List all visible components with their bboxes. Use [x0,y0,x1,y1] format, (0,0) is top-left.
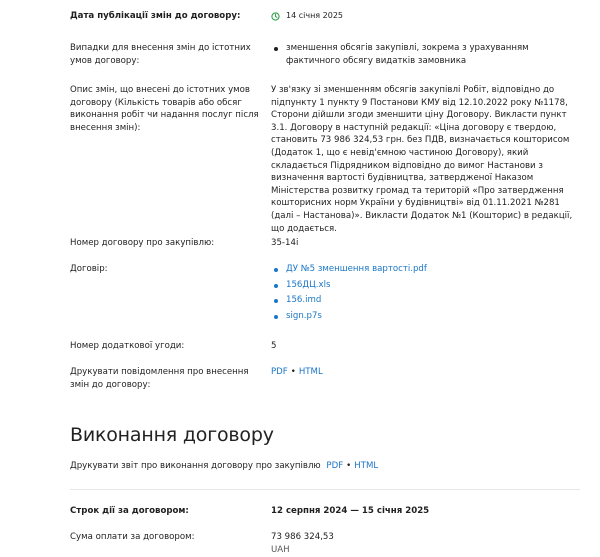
clock-icon [271,12,280,21]
contract-number-value: 35-14і [271,238,299,248]
file-item [271,294,576,310]
list-item: зменшення обсягів закупівлі, зокрема з урахуванням фактичного обсягу видатків замовника [271,42,576,67]
execution-section-title: Виконання договору [70,424,274,446]
print-report-label: Друкувати звіт про виконання договору про закупівлю [70,461,321,471]
file-link-pdf[interactable]: ДУ №5 зменшення вартості.pdf [286,264,427,274]
print-notice-pdf-link[interactable]: PDF [271,367,288,377]
divider [70,489,580,490]
file-item [271,310,576,326]
contract-files-list [271,263,576,325]
contract-term-value: 12 серпня 2024 — 15 січня 2025 [271,506,430,516]
amendment-number-label: Номер додаткової угоди: [70,341,185,351]
contract-term-label: Строк дії за договором: [70,506,189,516]
file-link-xls[interactable]: 156ДЦ.xls [286,279,331,290]
print-report-row [70,460,580,473]
contract-files-label: Договір: [70,264,108,274]
publication-date-label: Дата публікації змін до договору: [70,11,241,21]
contract-sum-value: 73 986 324,53 [271,532,334,542]
print-report-pdf-link[interactable]: PDF [326,461,344,471]
separator-dot: • [346,461,352,471]
separator-dot: • [290,367,296,377]
file-link-p7s[interactable]: sign.p7s [286,310,322,321]
print-report-html-link[interactable]: HTML [354,461,379,471]
contract-sum-label: Сума оплати за договором: [70,532,195,542]
publication-date-value: 14 січня 2025 [286,11,344,20]
print-notice-html-link[interactable]: HTML [298,367,323,377]
file-item [271,279,576,295]
file-link-imd[interactable]: 156.imd [286,295,322,306]
change-description-label: Опис змін, що внесені до істотних умов договору (Кількість товарів або обсяг виконання робіт чи надання послуг після внесення змін): [70,85,259,133]
change-cases-label: Випадки для внесення змін до істотних умов договору: [70,43,251,66]
contract-sum-currency: UAH [271,544,290,555]
change-cases-list [271,42,576,67]
change-description-text: У зв'язку зі зменшенням обсягів закупівлі Робіт, відповідно до підпункту 1 пункту 9 Постанови КМУ від 12.10.2022 року №1178, Сторони дійшли згоди зменшити ціну Договору. Викласти пункт 3.1. Договору в наступній редакції: «Ціна договору є твердою, становить 73 986 324,53 грн. без ПДВ, визначається кошторисом (Додаток 1, що є невід'ємною частиною Договору), який складається Підрядником відповідно до вимог Настанови з визначення вартості будівництва, затвердженої Наказом Міністерства розвитку громад та територій «Про затвердження кошторисних норм України у будівництві» від 01.11.2021 №281 (далі – Настанова)». Викласти Додаток №1 (Кошторис) в редакції, що додається. [271,85,573,234]
amendment-number-value: 5 [271,341,277,351]
print-notice-label: Друкувати повідомлення про внесення змін до договору: [70,367,249,390]
file-item [271,263,576,279]
contract-number-label: Номер договору про закупівлю: [70,238,215,248]
